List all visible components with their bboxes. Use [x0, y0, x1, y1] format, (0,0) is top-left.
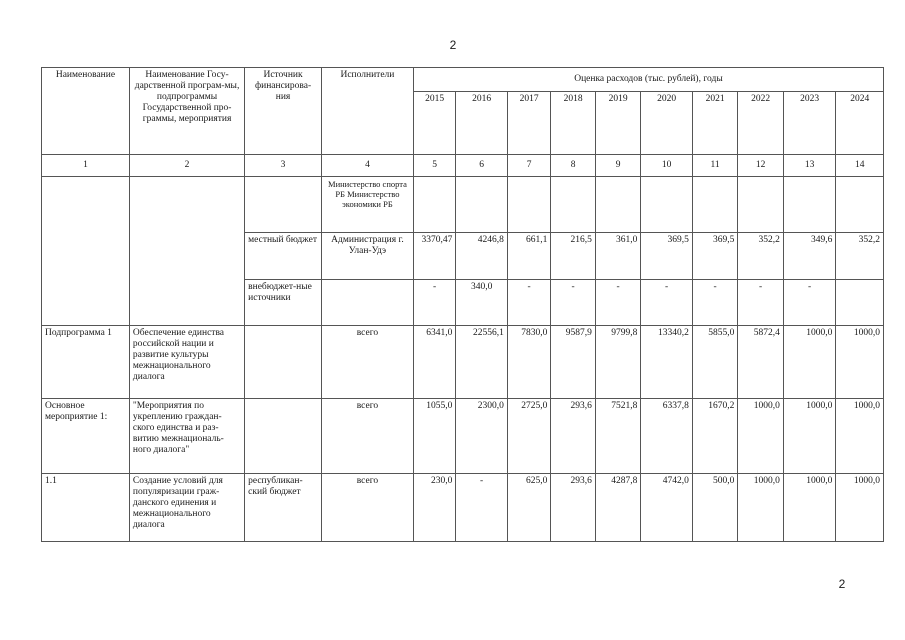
- row-source: республикан-ский бюджет: [245, 474, 322, 542]
- year-cell: 2018: [551, 92, 595, 155]
- header-name: Наименование: [42, 68, 130, 155]
- value-cell: 4246,8: [456, 233, 508, 280]
- page-number-bottom: 2: [838, 577, 846, 591]
- value-cell: 1000,0: [783, 399, 836, 474]
- value-cell: 6341,0: [413, 326, 455, 399]
- page-number-top: 2: [449, 38, 457, 52]
- value-cell: -: [641, 280, 693, 326]
- year-cell: 2021: [692, 92, 737, 155]
- column-number: 6: [456, 155, 508, 177]
- value-cell: [641, 177, 693, 233]
- value-cell: -: [692, 280, 737, 326]
- row-name: [42, 177, 130, 326]
- expense-table: [41, 67, 884, 542]
- row-title: Обеспечение единства российской нации и развитие культуры межнационального диалога: [129, 326, 244, 399]
- column-number: 10: [641, 155, 693, 177]
- value-cell: 5872,4: [738, 326, 783, 399]
- value-cell: 369,5: [692, 233, 737, 280]
- table-row: [42, 177, 884, 233]
- row-name: Основное мероприятие 1:: [42, 399, 130, 474]
- value-cell: 230,0: [413, 474, 455, 542]
- value-cell: [551, 177, 595, 233]
- value-cell: 7521,8: [595, 399, 640, 474]
- row-title: "Мероприятия по укреплению граждан-ского единства и раз-витию межнациональ-ного диалога": [129, 399, 244, 474]
- row-name: Подпрограмма 1: [42, 326, 130, 399]
- value-cell: 9587,9: [551, 326, 595, 399]
- value-cell: 9799,8: [595, 326, 640, 399]
- value-cell: 4742,0: [641, 474, 693, 542]
- value-cell: 5855,0: [692, 326, 737, 399]
- row-executor: Министерство спорта РБ Министерство экономики РБ: [321, 177, 413, 233]
- value-cell: -: [456, 474, 508, 542]
- value-cell: 1000,0: [836, 326, 884, 399]
- value-cell: [692, 177, 737, 233]
- column-number: 7: [507, 155, 550, 177]
- value-cell: 22556,1: [456, 326, 508, 399]
- value-cell: 1000,0: [836, 474, 884, 542]
- row-source: [245, 326, 322, 399]
- row-title: [129, 177, 244, 326]
- value-cell: [738, 177, 783, 233]
- value-cell: 7830,0: [507, 326, 550, 399]
- column-number: 2: [129, 155, 244, 177]
- year-cell: 2015: [413, 92, 455, 155]
- row-executor: всего: [321, 326, 413, 399]
- row-executor: всего: [321, 399, 413, 474]
- value-cell: 361,0: [595, 233, 640, 280]
- value-cell: 500,0: [692, 474, 737, 542]
- value-cell: [413, 177, 455, 233]
- value-cell: -: [738, 280, 783, 326]
- column-number: 12: [738, 155, 783, 177]
- row-source: внебюджет-ные источники: [245, 280, 322, 326]
- value-cell: 293,6: [551, 474, 595, 542]
- row-executor: Администрация г. Улан-Удэ: [321, 233, 413, 280]
- value-cell: 625,0: [507, 474, 550, 542]
- value-cell: 661,1: [507, 233, 550, 280]
- column-number: 5: [413, 155, 455, 177]
- year-cell: 2020: [641, 92, 693, 155]
- year-cell: 2024: [836, 92, 884, 155]
- value-cell: [783, 177, 836, 233]
- value-cell: 349,6: [783, 233, 836, 280]
- value-cell: -: [783, 280, 836, 326]
- value-cell: 1000,0: [738, 399, 783, 474]
- value-cell: [595, 177, 640, 233]
- value-cell: 369,5: [641, 233, 693, 280]
- column-number: 14: [836, 155, 884, 177]
- row-executor: [321, 280, 413, 326]
- table-row: [42, 474, 884, 542]
- value-cell: 352,2: [836, 233, 884, 280]
- column-number: 11: [692, 155, 737, 177]
- value-cell: 1670,2: [692, 399, 737, 474]
- table-row: [42, 399, 884, 474]
- value-cell: 1000,0: [836, 399, 884, 474]
- value-cell: -: [413, 280, 455, 326]
- value-cell: 4287,8: [595, 474, 640, 542]
- row-source: местный бюджет: [245, 233, 322, 280]
- column-number: 9: [595, 155, 640, 177]
- value-cell: 6337,8: [641, 399, 693, 474]
- value-cell: [836, 177, 884, 233]
- value-cell: -: [595, 280, 640, 326]
- column-number-row: [42, 155, 884, 177]
- column-number: 8: [551, 155, 595, 177]
- value-cell: 3370,47: [413, 233, 455, 280]
- value-cell: 1055,0: [413, 399, 455, 474]
- year-cell: 2017: [507, 92, 550, 155]
- value-cell: 1000,0: [738, 474, 783, 542]
- value-cell: 293,6: [551, 399, 595, 474]
- column-number: 1: [42, 155, 130, 177]
- column-number: 4: [321, 155, 413, 177]
- value-cell: 13340,2: [641, 326, 693, 399]
- value-cell: -: [507, 280, 550, 326]
- column-number: 3: [245, 155, 322, 177]
- row-name: 1.1: [42, 474, 130, 542]
- value-cell: 2725,0: [507, 399, 550, 474]
- header-executors: Исполнители: [321, 68, 413, 155]
- year-cell: 2022: [738, 92, 783, 155]
- table-row: [42, 326, 884, 399]
- header-row: [42, 68, 884, 92]
- value-cell: 1000,0: [783, 474, 836, 542]
- year-cell: 2019: [595, 92, 640, 155]
- column-number: 13: [783, 155, 836, 177]
- header-expense-title: Оценка расходов (тыс. рублей), годы: [413, 68, 883, 92]
- value-cell: [456, 177, 508, 233]
- row-source: [245, 177, 322, 233]
- value-cell: 340,0: [456, 280, 508, 326]
- header-source: Источник финансирова-ния: [245, 68, 322, 155]
- value-cell: 1000,0: [783, 326, 836, 399]
- year-cell: 2023: [783, 92, 836, 155]
- value-cell: [836, 280, 884, 326]
- value-cell: 216,5: [551, 233, 595, 280]
- header-program: Наименование Госу-дарственной програм-мы, подпрограммы Государственной про-граммы, мероприятия: [129, 68, 244, 155]
- value-cell: [507, 177, 550, 233]
- value-cell: 2300,0: [456, 399, 508, 474]
- year-cell: 2016: [456, 92, 508, 155]
- value-cell: -: [551, 280, 595, 326]
- row-title: Создание условий для популяризации граж-данского единения и межнационального диалога: [129, 474, 244, 542]
- row-executor: всего: [321, 474, 413, 542]
- row-source: [245, 399, 322, 474]
- value-cell: 352,2: [738, 233, 783, 280]
